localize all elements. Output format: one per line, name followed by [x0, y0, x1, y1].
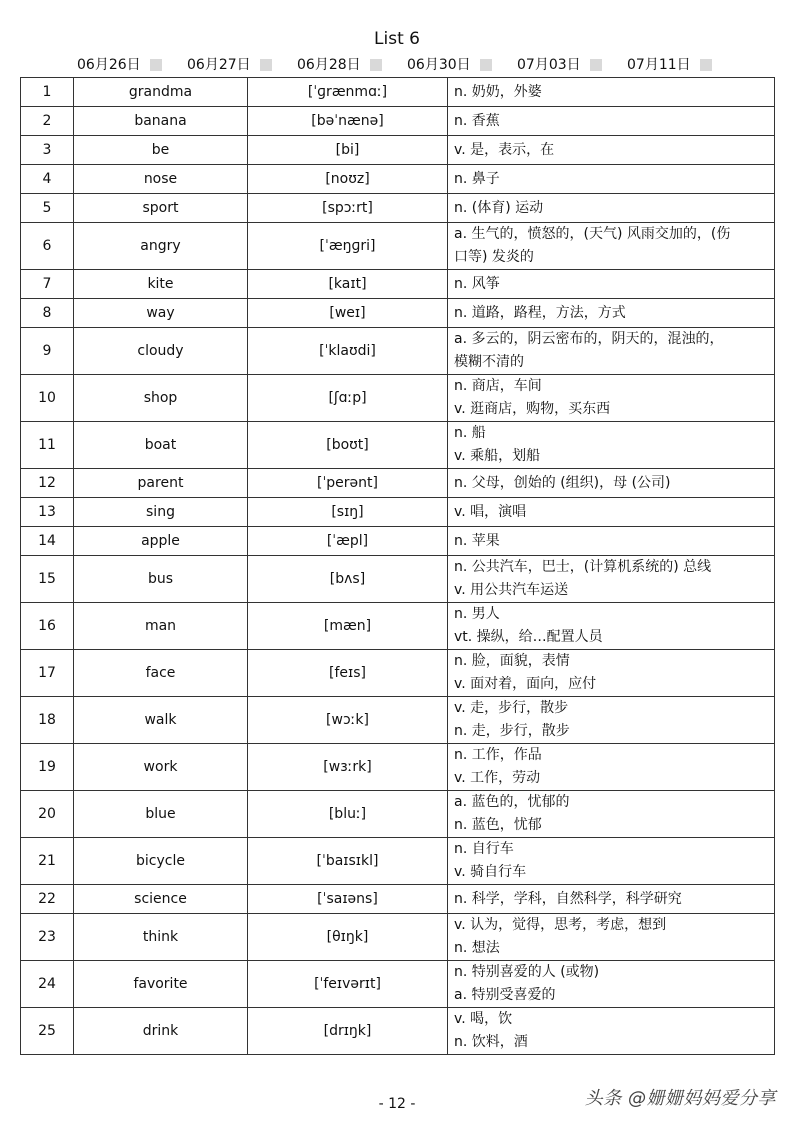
word-cell: cloudy	[74, 328, 248, 375]
word-cell: apple	[74, 527, 248, 556]
definition-line: n. 蓝色，忧郁	[454, 817, 542, 833]
definition-line: n. 苹果	[454, 532, 500, 549]
phonetic-cell: [ˈɡrænmɑː]	[248, 78, 448, 107]
definition-line: v. 认为，觉得，思考，考虑，想到	[454, 917, 667, 933]
definition-line: n. 特别喜爱的人 (或物)	[454, 964, 600, 980]
definition-line: a. 特别受喜爱的	[454, 987, 556, 1003]
phonetic-cell: [noʊz]	[248, 165, 448, 194]
table-row	[21, 328, 775, 375]
table-row	[21, 270, 775, 299]
review-dates	[77, 56, 737, 74]
word-cell: man	[74, 603, 248, 650]
row-number: 12	[21, 469, 74, 498]
row-number: 23	[21, 914, 74, 961]
phonetic-cell: [feɪs]	[248, 650, 448, 697]
definition-cell	[448, 527, 775, 556]
table-row	[21, 650, 775, 697]
definition-line: n. 脸，面貌，表情	[454, 653, 570, 669]
definition-cell	[448, 299, 775, 328]
definition-line: a. 蓝色的，忧郁的	[454, 794, 570, 810]
definition-line: v. 骑自行车	[454, 864, 527, 880]
review-date-item	[407, 56, 517, 74]
definition-cell	[448, 498, 775, 527]
phonetic-cell: [boʊt]	[248, 422, 448, 469]
definition-line: a. 多云的，阴云密布的，阴天的，混浊的，	[454, 331, 724, 347]
definition-cell	[448, 78, 775, 107]
definition-line: vt. 操纵，给…配置人员	[454, 629, 603, 645]
definition-line: v. 面对着，面向，应付	[454, 676, 597, 692]
review-checkbox[interactable]	[260, 59, 272, 71]
row-number: 25	[21, 1008, 74, 1055]
definition-line: v. 乘船，划船	[454, 448, 541, 464]
phonetic-cell: [weɪ]	[248, 299, 448, 328]
word-cell: bicycle	[74, 838, 248, 885]
row-number: 1	[21, 78, 74, 107]
phonetic-cell: [ʃɑːp]	[248, 375, 448, 422]
vocabulary-table	[20, 77, 775, 1055]
review-date-label: 07月03日	[517, 57, 581, 73]
definition-line: n. 走，步行，散步	[454, 723, 570, 739]
phonetic-cell: [ˈperənt]	[248, 469, 448, 498]
definition-cell	[448, 838, 775, 885]
definition-line: n. 男人	[454, 606, 500, 622]
phonetic-cell: [bluː]	[248, 791, 448, 838]
word-cell: favorite	[74, 961, 248, 1008]
definition-cell	[448, 961, 775, 1008]
word-cell: angry	[74, 223, 248, 270]
phonetic-cell: [bi]	[248, 136, 448, 165]
definition-line: n. 船	[454, 425, 486, 441]
table-row	[21, 299, 775, 328]
word-cell: nose	[74, 165, 248, 194]
definition-line: n. 鼻子	[454, 170, 500, 187]
review-date-label: 06月26日	[77, 57, 141, 73]
row-number: 10	[21, 375, 74, 422]
phonetic-cell: [sɪŋ]	[248, 498, 448, 527]
table-row	[21, 107, 775, 136]
word-cell: shop	[74, 375, 248, 422]
word-cell: bus	[74, 556, 248, 603]
table-row	[21, 165, 775, 194]
review-checkbox[interactable]	[370, 59, 382, 71]
row-number: 11	[21, 422, 74, 469]
word-cell: science	[74, 885, 248, 914]
definition-cell	[448, 914, 775, 961]
page-number: - 12 -	[378, 1096, 416, 1112]
phonetic-cell: [mæn]	[248, 603, 448, 650]
review-date-label: 06月28日	[297, 57, 361, 73]
row-number: 15	[21, 556, 74, 603]
phonetic-cell: [ˈfeɪvərɪt]	[248, 961, 448, 1008]
definition-line: v. 逛商店，购物，买东西	[454, 401, 611, 417]
phonetic-cell: [ˈæŋɡri]	[248, 223, 448, 270]
word-cell: think	[74, 914, 248, 961]
word-cell: grandma	[74, 78, 248, 107]
definition-line: n. 科学，学科，自然科学，科学研究	[454, 890, 682, 907]
phonetic-cell: [bəˈnænə]	[248, 107, 448, 136]
phonetic-cell: [spɔːrt]	[248, 194, 448, 223]
row-number: 14	[21, 527, 74, 556]
word-cell: boat	[74, 422, 248, 469]
review-date-item	[297, 56, 407, 74]
row-number: 5	[21, 194, 74, 223]
word-cell: kite	[74, 270, 248, 299]
definition-cell	[448, 1008, 775, 1055]
definition-line: n. 想法	[454, 940, 500, 956]
phonetic-cell: [wɔːk]	[248, 697, 448, 744]
word-cell: be	[74, 136, 248, 165]
definition-cell	[448, 422, 775, 469]
table-row	[21, 469, 775, 498]
definition-cell	[448, 165, 775, 194]
definition-line: v. 走，步行，散步	[454, 700, 569, 716]
phonetic-cell: [drɪŋk]	[248, 1008, 448, 1055]
review-checkbox[interactable]	[150, 59, 162, 71]
definition-line: n. 饮料，酒	[454, 1034, 528, 1050]
phonetic-cell: [wɜːrk]	[248, 744, 448, 791]
table-row	[21, 556, 775, 603]
table-row	[21, 194, 775, 223]
definition-line: n. 道路，路程，方法，方式	[454, 304, 626, 321]
definition-cell	[448, 650, 775, 697]
review-checkbox[interactable]	[700, 59, 712, 71]
definition-line: v. 用公共汽车运送	[454, 582, 569, 598]
table-row	[21, 422, 775, 469]
row-number: 18	[21, 697, 74, 744]
row-number: 17	[21, 650, 74, 697]
definition-cell	[448, 697, 775, 744]
definition-cell	[448, 375, 775, 422]
review-checkbox[interactable]	[480, 59, 492, 71]
review-date-item	[517, 56, 627, 74]
phonetic-cell: [bʌs]	[248, 556, 448, 603]
definition-cell	[448, 469, 775, 498]
word-cell: way	[74, 299, 248, 328]
review-date-label: 06月30日	[407, 57, 471, 73]
table-row	[21, 914, 775, 961]
table-row	[21, 78, 775, 107]
watermark: 头条 @姗姗妈妈爱分享	[584, 1088, 776, 1109]
definition-line: v. 是，表示，在	[454, 141, 555, 158]
definition-cell	[448, 107, 775, 136]
definition-cell	[448, 223, 775, 270]
definition-line: n. 公共汽车，巴士，(计算机系统的) 总线	[454, 559, 712, 575]
word-cell: sport	[74, 194, 248, 223]
definition-cell	[448, 885, 775, 914]
table-row	[21, 838, 775, 885]
word-cell: sing	[74, 498, 248, 527]
row-number: 4	[21, 165, 74, 194]
table-row	[21, 498, 775, 527]
phonetic-cell: [ˈsaɪəns]	[248, 885, 448, 914]
definition-cell	[448, 194, 775, 223]
definition-cell	[448, 328, 775, 375]
word-cell: face	[74, 650, 248, 697]
table-row	[21, 961, 775, 1008]
definition-line: n. 工作，作品	[454, 747, 542, 763]
table-row	[21, 527, 775, 556]
review-date-item	[187, 56, 297, 74]
row-number: 2	[21, 107, 74, 136]
definition-line: 模糊不清的	[454, 354, 524, 370]
row-number: 6	[21, 223, 74, 270]
review-date-item	[77, 56, 187, 74]
definition-cell	[448, 603, 775, 650]
phonetic-cell: [ˈæpl]	[248, 527, 448, 556]
row-number: 22	[21, 885, 74, 914]
table-row	[21, 791, 775, 838]
row-number: 24	[21, 961, 74, 1008]
word-cell: drink	[74, 1008, 248, 1055]
definition-cell	[448, 270, 775, 299]
definition-line: n. 奶奶，外婆	[454, 83, 542, 100]
definition-line: v. 工作，劳动	[454, 770, 541, 786]
word-cell: parent	[74, 469, 248, 498]
definition-line: n. 香蕉	[454, 112, 500, 129]
phonetic-cell: [ˈbaɪsɪkl]	[248, 838, 448, 885]
phonetic-cell: [ˈklaʊdi]	[248, 328, 448, 375]
definition-line: a. 生气的，愤怒的，(天气) 风雨交加的，(伤	[454, 226, 731, 242]
row-number: 9	[21, 328, 74, 375]
definition-cell	[448, 744, 775, 791]
definition-line: n. 父母，创始的 (组织)，母 (公司)	[454, 474, 671, 491]
definition-line: v. 唱，演唱	[454, 503, 527, 520]
definition-line: n. 风筝	[454, 275, 500, 292]
word-cell: work	[74, 744, 248, 791]
definition-cell	[448, 791, 775, 838]
row-number: 8	[21, 299, 74, 328]
table-row	[21, 375, 775, 422]
row-number: 21	[21, 838, 74, 885]
page-title: List 6	[374, 29, 420, 49]
table-row	[21, 223, 775, 270]
word-cell: walk	[74, 697, 248, 744]
phonetic-cell: [θɪŋk]	[248, 914, 448, 961]
table-row	[21, 885, 775, 914]
definition-line: n. 商店，车间	[454, 378, 542, 394]
review-date-label: 06月27日	[187, 57, 251, 73]
table-row	[21, 1008, 775, 1055]
review-date-item	[627, 56, 737, 74]
row-number: 13	[21, 498, 74, 527]
review-checkbox[interactable]	[590, 59, 602, 71]
definition-line: v. 喝，饮	[454, 1011, 513, 1027]
row-number: 20	[21, 791, 74, 838]
phonetic-cell: [kaɪt]	[248, 270, 448, 299]
row-number: 16	[21, 603, 74, 650]
definition-cell	[448, 556, 775, 603]
definition-line: 口等) 发炎的	[454, 249, 534, 265]
table-row	[21, 744, 775, 791]
row-number: 7	[21, 270, 74, 299]
definition-cell	[448, 136, 775, 165]
definition-line: n. (体育) 运动	[454, 199, 544, 216]
word-cell: banana	[74, 107, 248, 136]
row-number: 3	[21, 136, 74, 165]
table-row	[21, 603, 775, 650]
review-date-label: 07月11日	[627, 57, 691, 73]
table-row	[21, 697, 775, 744]
word-cell: blue	[74, 791, 248, 838]
definition-line: n. 自行车	[454, 841, 514, 857]
row-number: 19	[21, 744, 74, 791]
table-row	[21, 136, 775, 165]
